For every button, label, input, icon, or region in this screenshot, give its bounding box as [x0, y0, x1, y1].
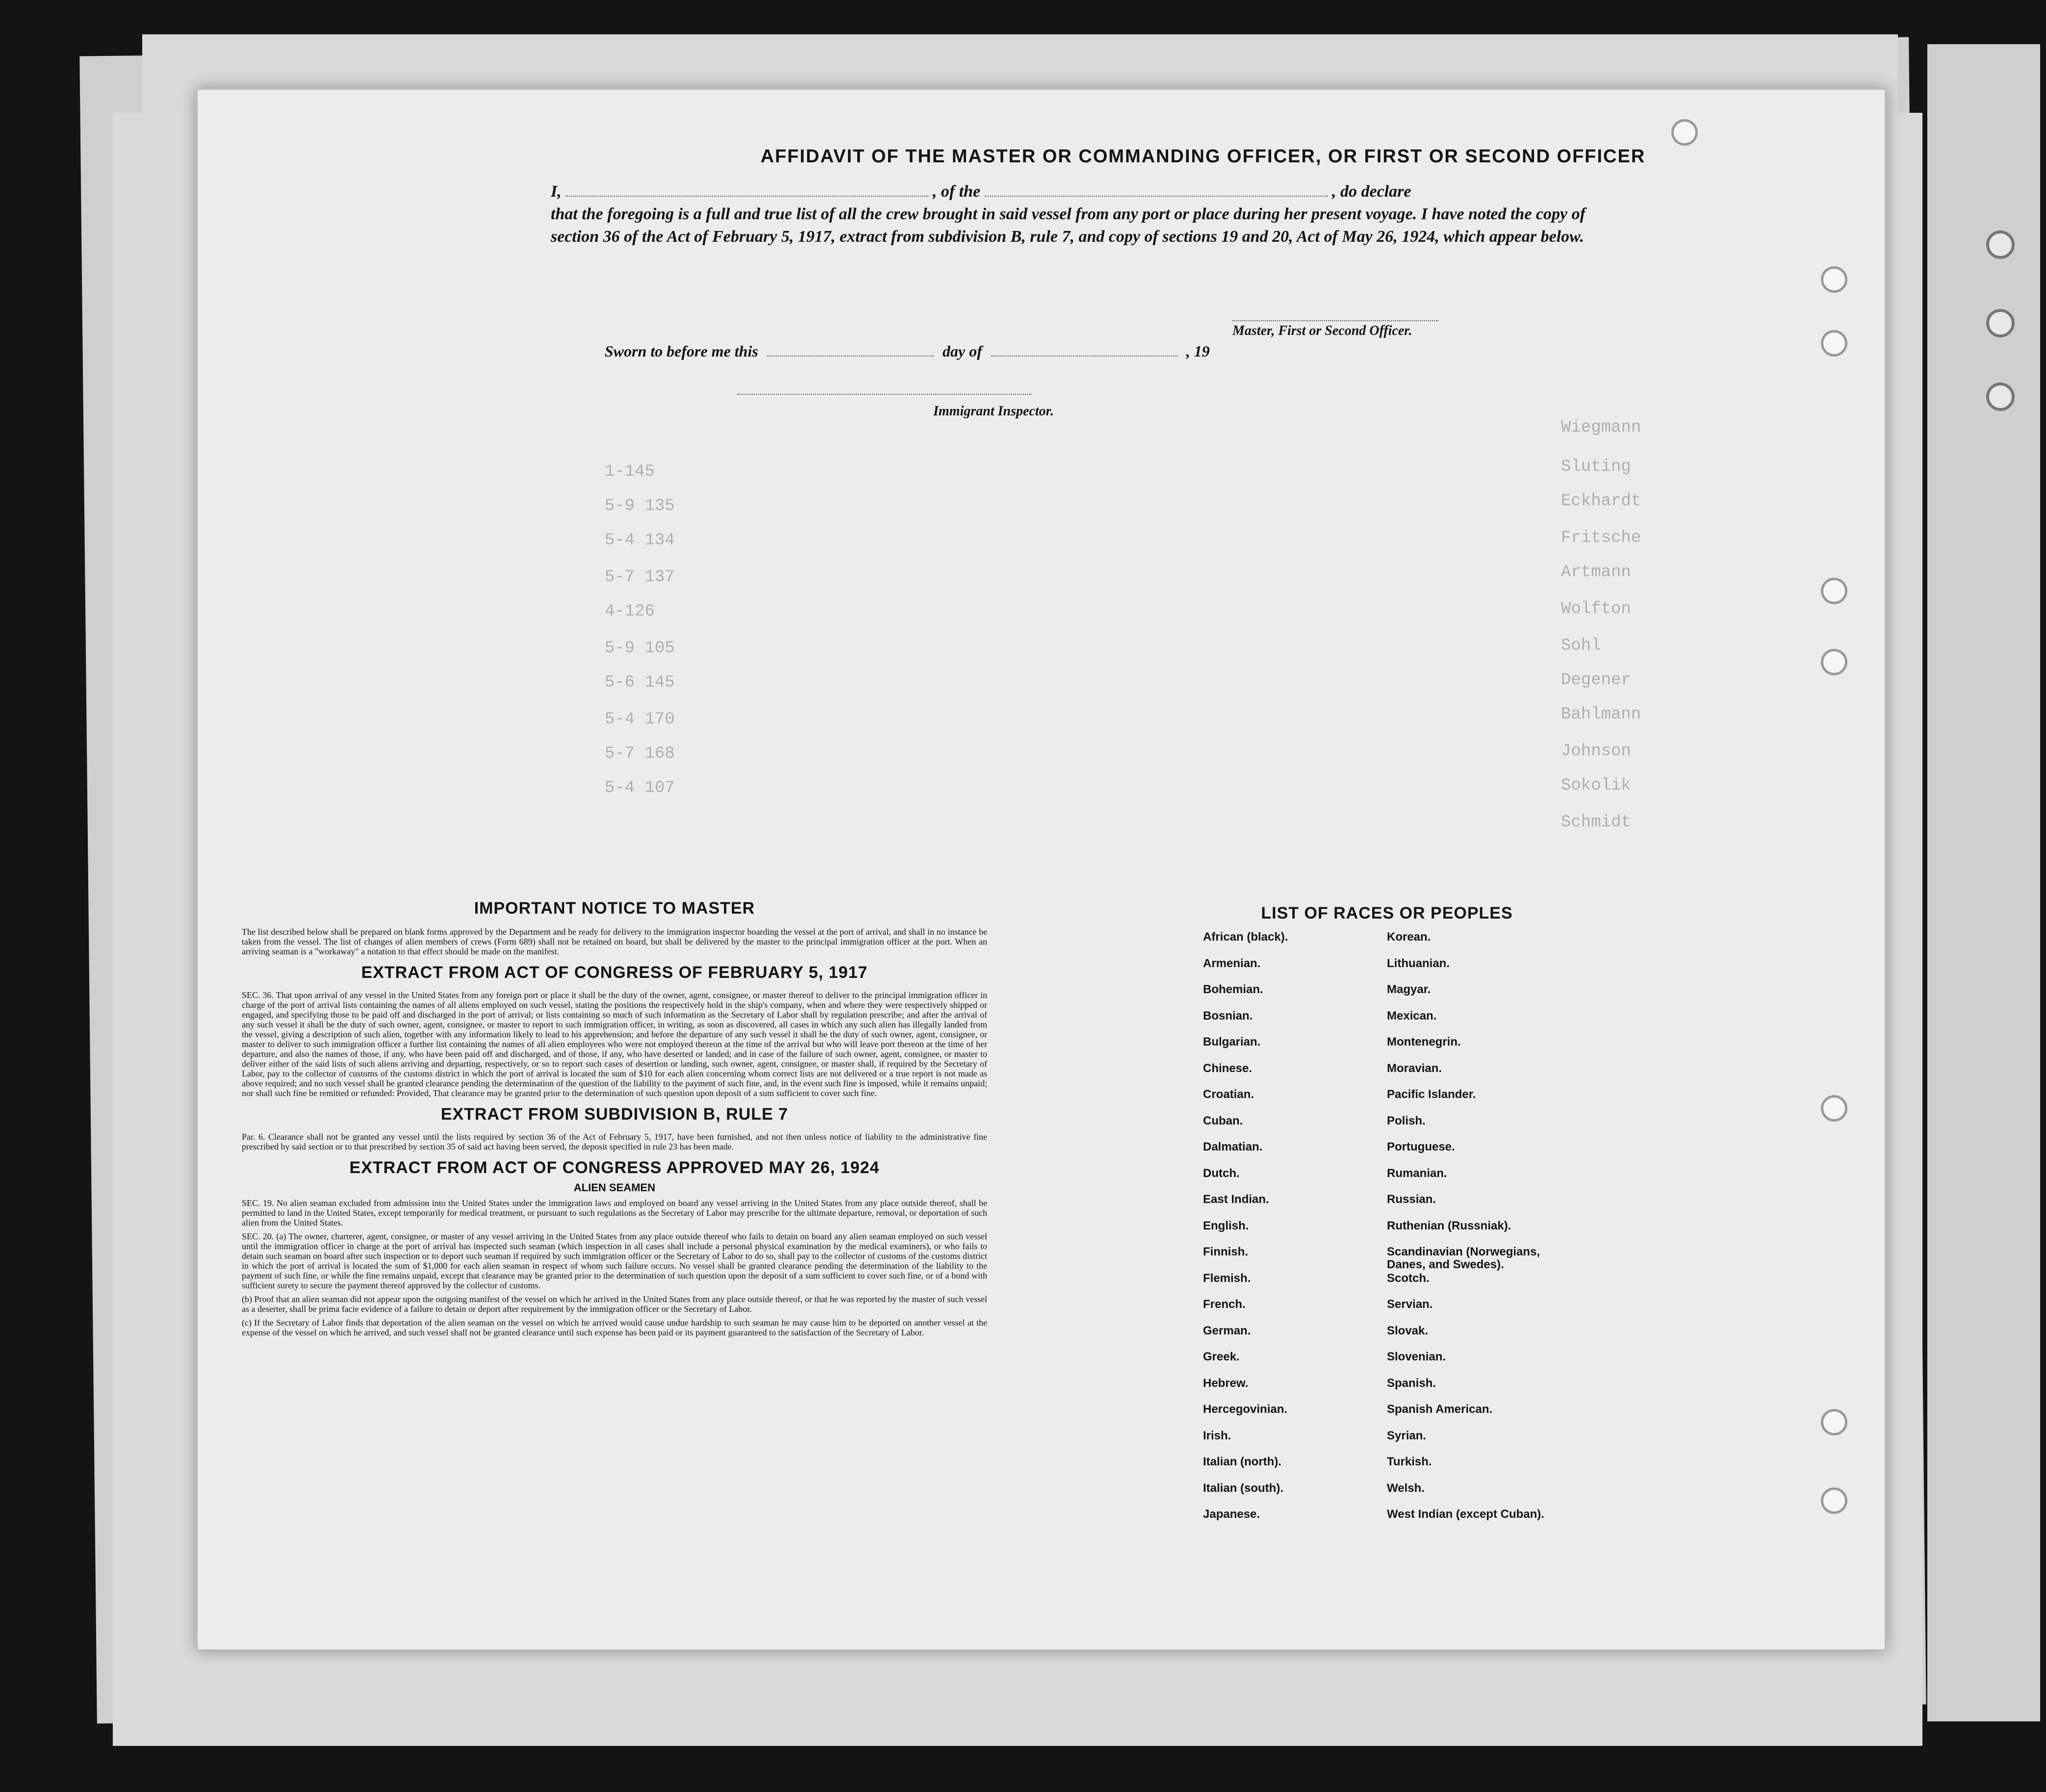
extract-1924-subtitle: ALIEN SEAMEN: [573, 1181, 656, 1194]
bleed-name: Wiegmann: [1561, 418, 1641, 437]
bleed-name: Wolfton: [1561, 600, 1631, 618]
notice-text: The list described below shall be prepared on blank forms approved by the Department and be ready for delivery to the immigration inspector boarding the vessel at the port of arrival, and shall in no instance be taken from the vessel. The list of changes of alien members of crews (Form 689) shall not be retained on board, but shall be delivered by the master to the principal immigration officer at the port. When an arriving seaman is a "workaway" a notation to that effect should be made on the manifest.: [242, 927, 987, 956]
race-item: West Indian (except Cuban).: [1387, 1508, 1544, 1521]
bleed-number: 5-7 168: [605, 744, 675, 763]
extract-1924-sec20b: (b) Proof that an alien seaman did not appear upon the outgoing manifest of the vessel on which he arrived in the United States from any place outside thereof, or that he was reported by the master of such vessel as a deserter, shall be prima facie evidence of a failure to detain or deport after requirement by the immigration officer or the Secretary of Labor.: [242, 1294, 987, 1314]
bleed-name: Sohl: [1561, 637, 1601, 655]
notice-title: IMPORTANT NOTICE TO MASTER: [474, 899, 755, 918]
notice-column: [242, 899, 987, 1341]
affidavit-do-declare: , do declare: [1332, 182, 1411, 201]
inspector-signature-line[interactable]: [737, 394, 1031, 395]
bleed-name: Bahlmann: [1561, 705, 1641, 724]
extract-1924-title: EXTRACT FROM ACT OF CONGRESS APPROVED MAY 26, 1924: [349, 1158, 880, 1177]
name-blank[interactable]: [565, 196, 928, 197]
bleed-number: 5-4 107: [605, 779, 675, 797]
race-item: Montenegrin.: [1387, 1035, 1461, 1049]
race-item: English.: [1203, 1219, 1249, 1232]
race-item: Bosnian.: [1203, 1009, 1253, 1023]
signature-line[interactable]: [1232, 320, 1438, 321]
affidavit-i: I,: [551, 182, 562, 201]
race-item: Portuguese.: [1387, 1140, 1455, 1153]
affidavit-of-the: , of the: [932, 182, 981, 201]
bleed-name: Schmidt: [1561, 813, 1631, 832]
race-item: Servian.: [1387, 1298, 1433, 1311]
race-item: Hebrew.: [1203, 1376, 1249, 1390]
race-item: Irish.: [1203, 1429, 1231, 1442]
bleed-number: 5-6 145: [605, 673, 675, 692]
punch-hole-icon: [1986, 230, 2015, 259]
race-item: Flemish.: [1203, 1271, 1251, 1285]
race-item: East Indian.: [1203, 1193, 1269, 1206]
race-item: Spanish American.: [1387, 1403, 1493, 1416]
sworn-month-blank[interactable]: [991, 356, 1177, 357]
bleed-name: Sluting: [1561, 458, 1631, 476]
adjacent-page-strip: [1927, 44, 2040, 1721]
race-item: Turkish.: [1387, 1455, 1432, 1468]
race-item: Pacific Islander.: [1387, 1088, 1476, 1101]
punch-hole-icon: [1821, 330, 1847, 357]
bleed-name: Degener: [1561, 671, 1631, 690]
punch-hole-icon: [1821, 266, 1847, 293]
punch-hole-icon: [1986, 309, 2015, 337]
extract-1924-sec20c: (c) If the Secretary of Labor finds that deportation of the alien seaman on the vessel on which he arrived would cause undue hardship to such seaman he may cause him to be deported on another vessel at the expense of the vessel on which he arrived, and such vessel shall not be granted clearance until such expense has been paid or its payment guaranteed to the satisfaction of the Secretary of Labor.: [242, 1318, 987, 1337]
races-left-column: [1203, 931, 1387, 1535]
extract-rule7-text: Par. 6. Clearance shall not be granted any vessel until the lists required by section 36 of the Act of February 5, 1917, have been furnished, and not then unless notice of liability to the administrative fine prescribed by said section or to that prescribed by section 35 of said act having been served, the deposit specified in rule 23 has been made.: [242, 1132, 987, 1152]
race-item: Bohemian.: [1203, 983, 1263, 996]
punch-hole-icon: [1821, 649, 1847, 675]
race-item: Italian (south).: [1203, 1481, 1283, 1495]
race-item: Slovak.: [1387, 1324, 1429, 1337]
races-right-column: [1387, 931, 1571, 1535]
bleed-name: Sokolik: [1561, 776, 1631, 795]
extract-1924-sec20a: SEC. 20. (a) The owner, charterer, agent, consignee, or master of any vessel arriving in the United States from any place outside thereof who fails to detain on board any alien seaman employed on such vessel until the immigration officer in charge at the port of arrival has inspected such seaman (which inspection in all cases shall include a personal physical examination by the medical examiners), or who fails to detain such seaman on board after such inspection or to deport such seaman if required by such immigration officer or the Secretary of Labor to do so, shall pay to the collector of customs of the customs district in which the port of arrival is located the sum of $1,000 for each alien seaman in respect of whom such failure occurs. No vessel shall be granted clearance pending the determination of the liability to the payment of such fine, or while the fine remains unpaid, except that clearance may be granted prior to the determination of such question upon the deposit of a sum sufficient to cover such fine, or of a bond with sufficient surety to secure the payment thereof approved by the collector of customs.: [242, 1231, 987, 1290]
sworn-line: [605, 342, 1215, 360]
bleed-name: Eckhardt: [1561, 492, 1641, 511]
punch-hole-icon: [1986, 383, 2015, 411]
punch-hole-icon: [1821, 1095, 1847, 1122]
race-item: Dutch.: [1203, 1166, 1240, 1180]
race-item: Moravian.: [1387, 1061, 1442, 1075]
race-item: Dalmatian.: [1203, 1140, 1263, 1153]
race-item: Bulgarian.: [1203, 1035, 1261, 1049]
punch-hole-icon: [1671, 119, 1698, 146]
race-item: Greek.: [1203, 1350, 1240, 1363]
race-item: Rumanian.: [1387, 1166, 1447, 1180]
bleed-number: 5-4 170: [605, 710, 675, 729]
race-item: Magyar.: [1387, 983, 1431, 996]
race-item: Syrian.: [1387, 1429, 1427, 1442]
sworn-text: Sworn to before me this: [605, 342, 758, 360]
inspector-label: Immigrant Inspector.: [933, 404, 1054, 419]
race-item: Scotch.: [1387, 1271, 1430, 1285]
bleed-name: Artmann: [1561, 563, 1631, 582]
extract-1917-text: SEC. 36. That upon arrival of any vessel in the United States from any foreign port or place it shall be the duty of the owner, agent, consignee, or master thereof to deliver to the principal immigration officer in charge of the port of arrival lists containing the names of all aliens employed on such vessel, stating the positions the respectively hold in the ship's company, when and where they were respectively shipped or engaged, and specifying those to be paid off and discharged in the port of arrival; or lists containing so much of such information as the Secretary of Labor shall by regulation prescribe; and after the arrival of any such vessel it shall be the duty of such owner, agent, consignee, or master to report to such immigration officer, in writing, as soon as discovered, all cases in which any such alien has illegally landed from the vessel, giving a description of such alien, together with any information likely to lead to his apprehension; and before the departure of any such vessel it shall be the duty of such owner, agent, consignee, or master to deliver to such immigration officer a further list containing the names of all alien employees who were not employed thereon at the time of the arrival but who will leave port thereon at the time of her departure, and also the names of those, if any, who have been paid off and discharged, and of those, if any, who have deserted or landed; and in case of the failure of such owner, agent, consignee, or master to deliver either of the said lists of such aliens arriving and departing, respectively, or so to report such cases of desertion or landing, such owner, agent, consignee, or master shall, if required by the Secretary of Labor, pay to the collector of customs of the customs district in which the port of arrival is located the sum of $10 for each alien concerning whom correct lists are not delivered or a true report is not made as above required; and no such vessel shall be granted clearance pending the determination of the question of the liability to the payment of such fine, and, in the event such fine is imposed, while it remains unpaid; nor shall such fine be remitted or refunded: Provided, That clearance may be granted prior to the determination of such question upon deposit of a sum sufficient to cover such fine.: [242, 990, 987, 1098]
race-item: Chinese.: [1203, 1061, 1253, 1075]
manifest-page: [196, 88, 1886, 1651]
extract-rule7-title: EXTRACT FROM SUBDIVISION B, RULE 7: [440, 1105, 789, 1124]
vessel-blank[interactable]: [985, 196, 1328, 197]
sworn-day-blank[interactable]: [767, 356, 934, 357]
affidavit-title: AFFIDAVIT OF THE MASTER OR COMMANDING OFFICER, OR FIRST OR SECOND OFFICER: [760, 146, 1646, 167]
race-item: Armenian.: [1203, 956, 1261, 970]
bleed-name: Fritsche: [1561, 529, 1641, 547]
race-item: Mexican.: [1387, 1009, 1437, 1023]
race-item: Scandinavian (Norwegians, Danes, and Swedes).: [1387, 1245, 1540, 1271]
signature-label: Master, First or Second Officer.: [1232, 323, 1412, 338]
race-item: Cuban.: [1203, 1114, 1243, 1127]
race-item: African (black).: [1203, 930, 1288, 944]
race-item: Ruthenian (Russniak).: [1387, 1219, 1511, 1232]
bleed-name: Johnson: [1561, 742, 1631, 761]
extract-1924-sec19: SEC. 19. No alien seaman excluded from admission into the United States under the immigration laws and employed on board any vessel arriving in the United States from any place outside thereof, shall be permitted to land in the United States, except temporarily for medical treatment, or pursuant to such regulations as the Secretary of Labor may prescribe for the ultimate departure, removal, or deportation of such alien from the United States.: [242, 1198, 987, 1228]
race-item: German.: [1203, 1324, 1251, 1337]
races-list: [1203, 904, 1571, 1535]
bleed-number: 5-9 105: [605, 639, 675, 658]
race-item: Hercegovinian.: [1203, 1403, 1288, 1416]
sworn-day-of: day of: [942, 342, 982, 360]
race-item: Lithuanian.: [1387, 956, 1450, 970]
race-item: Russian.: [1387, 1193, 1436, 1206]
bleed-number: 4-126: [605, 602, 655, 621]
race-item: Japanese.: [1203, 1508, 1260, 1521]
race-item: Italian (north).: [1203, 1455, 1281, 1468]
bleed-number: 1-145: [605, 462, 655, 481]
sworn-year: , 19: [1186, 342, 1210, 360]
bleed-number: 5-4 134: [605, 531, 675, 550]
race-item: Polish.: [1387, 1114, 1426, 1127]
race-item: Croatian.: [1203, 1088, 1254, 1101]
races-title: LIST OF RACES OR PEOPLES: [1261, 904, 1513, 922]
race-item: Finnish.: [1203, 1245, 1248, 1258]
punch-hole-icon: [1821, 1487, 1847, 1514]
race-item: French.: [1203, 1298, 1246, 1311]
race-item: Slovenian.: [1387, 1350, 1446, 1363]
punch-hole-icon: [1821, 1409, 1847, 1435]
race-item: Korean.: [1387, 930, 1431, 944]
bleed-number: 5-7 137: [605, 568, 675, 587]
affidavit-declaration-line: [551, 180, 1590, 203]
bleed-number: 5-9 135: [605, 497, 675, 515]
punch-hole-icon: [1821, 578, 1847, 604]
affidavit-text: that the foregoing is a full and true list of all the crew brought in said vessel from any port or place during her present voyage. I have noted the copy of section 36 of the Act of February 5, 1917, extract from subdivision B, rule 7, and copy of sections 19 and 20, Act of May 26, 1924, which appear below.: [551, 205, 1586, 246]
extract-1917-title: EXTRACT FROM ACT OF CONGRESS OF FEBRUARY 5, 1917: [361, 963, 868, 982]
race-item: Welsh.: [1387, 1481, 1425, 1495]
affidavit-body: [551, 180, 1590, 248]
race-item: Spanish.: [1387, 1376, 1436, 1390]
